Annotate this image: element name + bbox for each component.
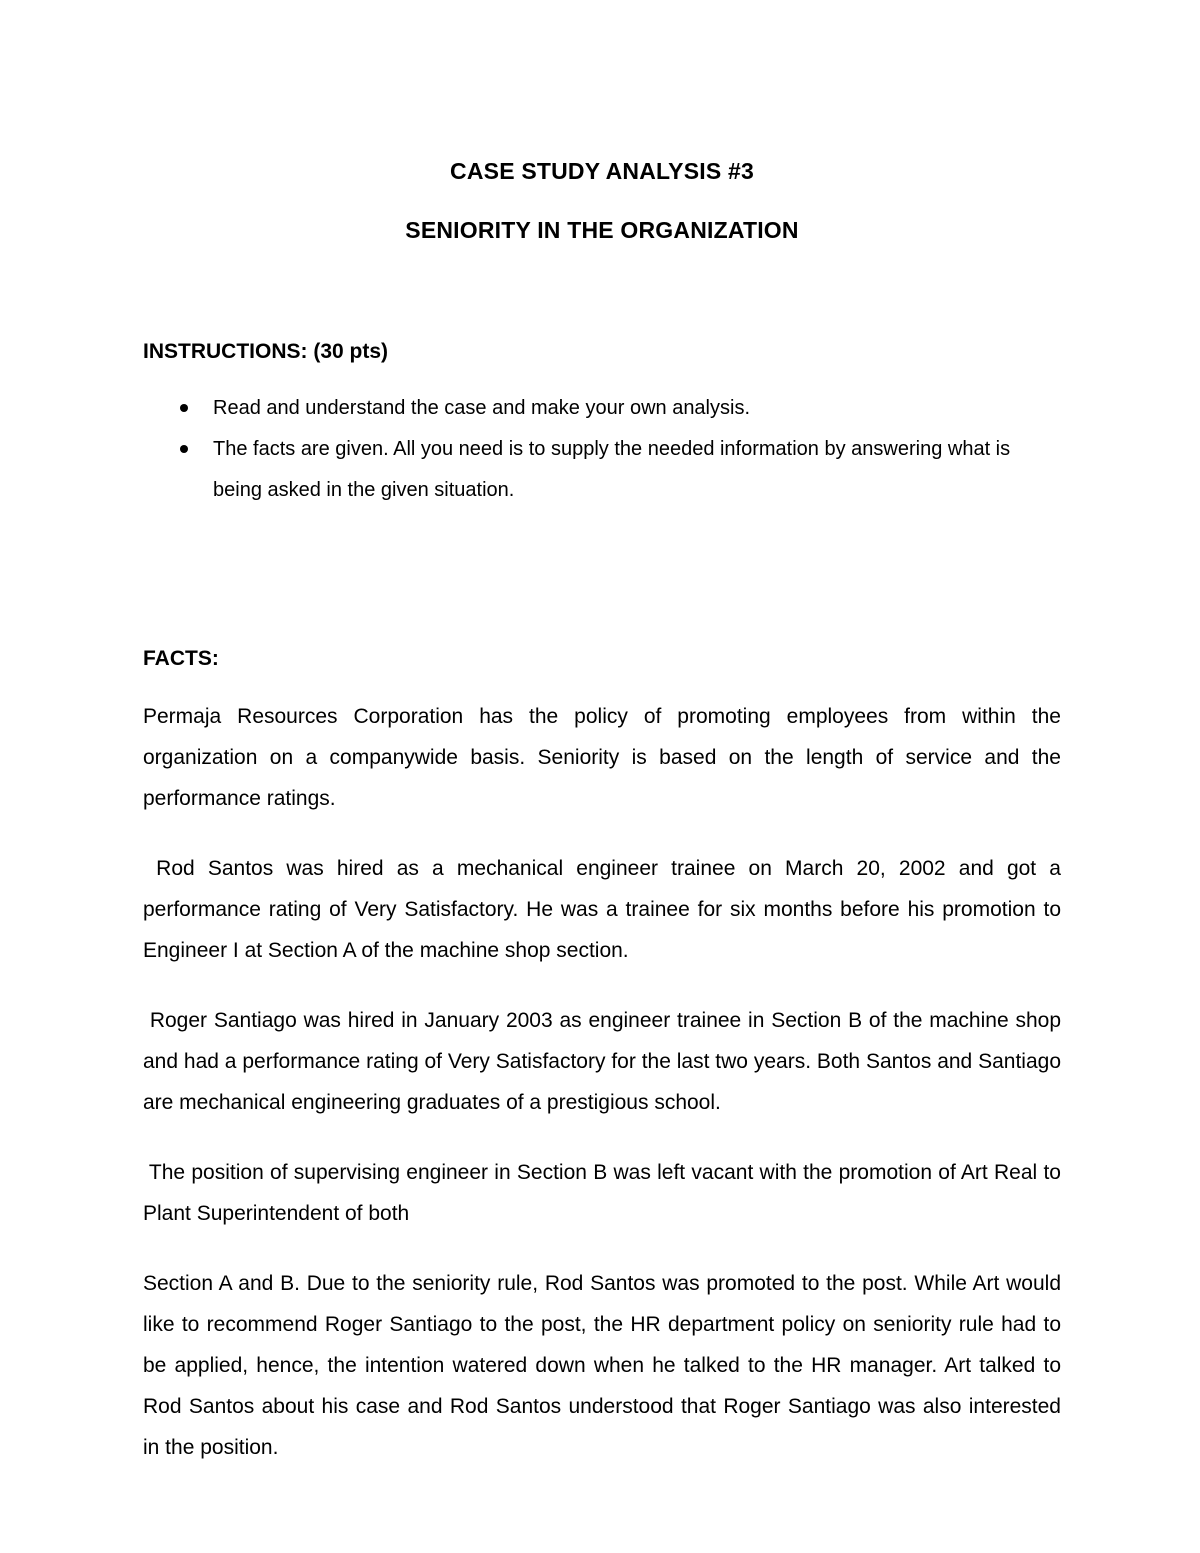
title-block — [143, 0, 1061, 242]
list-item — [143, 388, 1061, 429]
facts-paragraph: Roger Santiago was hired in January 2003 as engineer trainee in Section B of the machine shop and had a performance rating of Very Satisfactory for the last two years. Both Santos and Santiago are mechanical engineering graduates of a prestigious school. — [143, 1009, 1061, 1114]
bullet-icon — [180, 404, 188, 412]
facts-paragraph: Permaja Resources Corporation has the policy of promoting employees from within the organization on a companywide basis. Seniority is based on the length of service and the performance ratings. — [143, 705, 1061, 810]
facts-paragraph: Section A and B. Due to the seniority rule, Rod Santos was promoted to the post. While Art would like to recommend Roger Santiago to the post, the HR department policy on seniority rule had to be applied, hence, the intention watered down when he talked to the HR manager. Art talked to Rod Santos about his case and Rod Santos understood that Roger Santiago was also interested in the position. — [143, 1272, 1061, 1459]
facts-paragraph: The position of supervising engineer in Section B was left vacant with the promotion of Art Real to Plant Superintendent of both — [143, 1161, 1061, 1225]
bullet-icon — [180, 445, 188, 453]
instructions-heading: INSTRUCTIONS: (30 pts) — [143, 340, 389, 363]
instructions-list — [143, 362, 1061, 511]
page-subtitle: SENIORITY IN THE ORGANIZATION — [405, 217, 799, 243]
list-item-label: Read and understand the case and make your own analysis. — [213, 397, 751, 419]
list-item-label: The facts are given. All you need is to supply the needed information by answering what is being asked in the given situation. — [213, 438, 1011, 501]
facts-heading: FACTS: — [143, 647, 219, 670]
list-item — [143, 429, 1061, 511]
page-title: CASE STUDY ANALYSIS #3 — [450, 158, 754, 184]
facts-paragraph: Rod Santos was hired as a mechanical engineer trainee on March 20, 2002 and got a performance rating of Very Satisfactory. He was a trainee for six months before his promotion to Engineer I at Section A of the machine shop section. — [143, 857, 1061, 962]
document-content — [143, 0, 1061, 1468]
